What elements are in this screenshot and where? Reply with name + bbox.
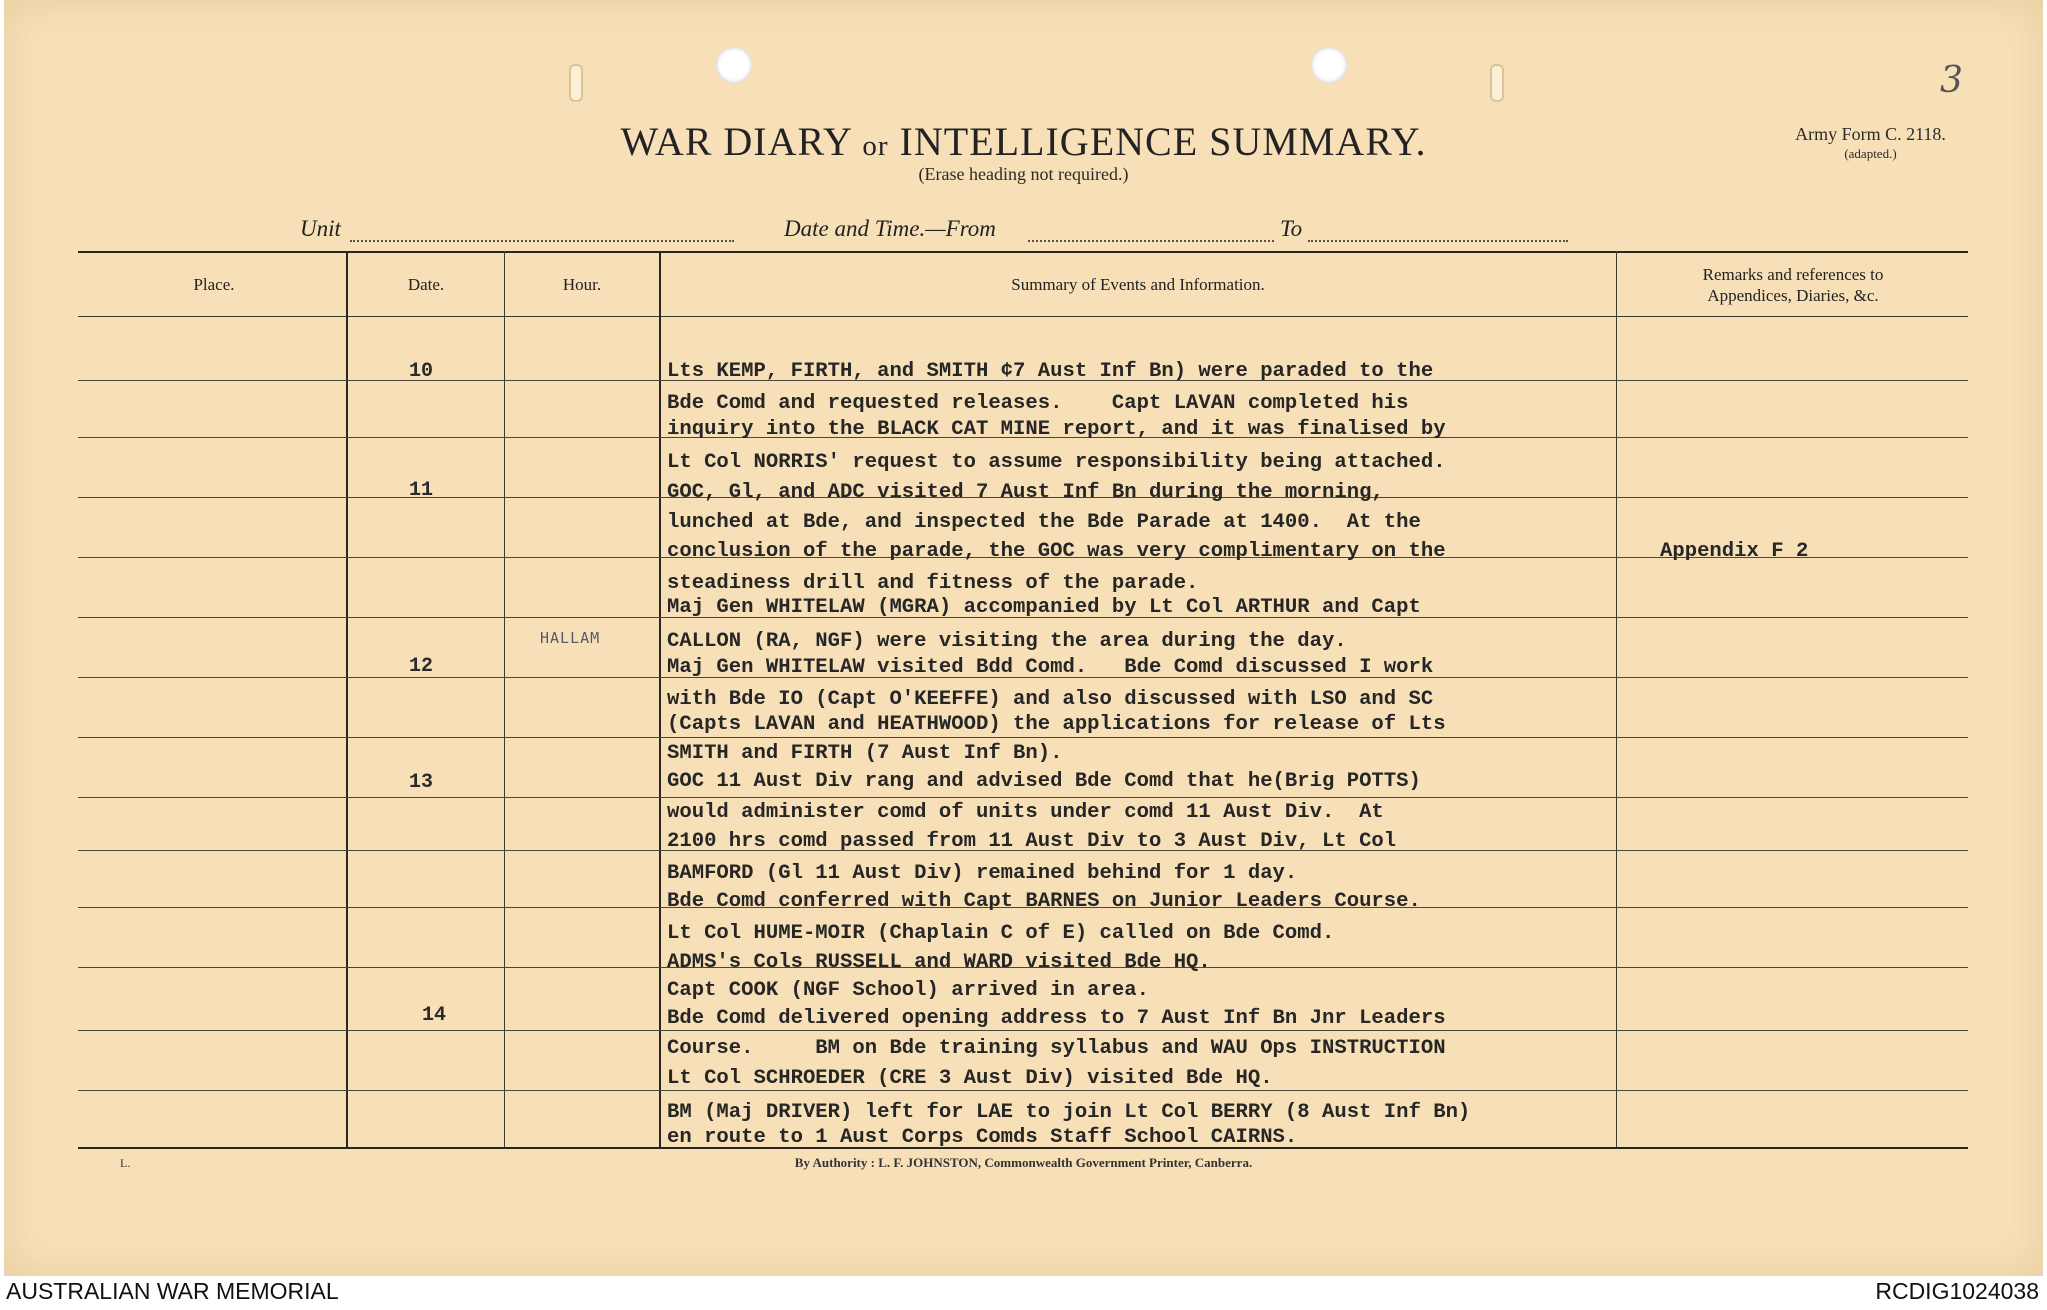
army-form-number: Army Form C. 2118. xyxy=(1795,124,1946,144)
date-entry: 12 xyxy=(409,655,434,678)
ruled-line xyxy=(78,737,1968,738)
column-header-date: Date. xyxy=(407,275,445,294)
entry-line: with Bde IO (Capt O'KEEFFE) and also discussed with LSO and SC xyxy=(667,688,1434,711)
entry-line: GOC, Gl, and ADC visited 7 Aust Inf Bn during the morning, xyxy=(667,481,1384,504)
printer-authority: By Authority : L. F. JOHNSTON, Commonwealth Government Printer, Canberra. xyxy=(794,1155,1253,1170)
entry-line: Maj Gen WHITELAW (MGRA) accompanied by Lt Col ARTHUR and Capt xyxy=(667,596,1421,619)
title-war-diary: WAR DIARY xyxy=(620,119,852,164)
title-or: or xyxy=(862,130,889,162)
entry-line: CALLON (RA, NGF) were visiting the area during the day. xyxy=(667,630,1347,653)
date-time-from-label: Date and Time.—From xyxy=(784,216,996,241)
diary-sheet xyxy=(4,0,2043,1276)
entry-line: (Capts LAVAN and HEATHWOOD) the applications for release of Lts xyxy=(667,713,1446,736)
remarks-header-line-1: Remarks and references to xyxy=(1702,265,1884,284)
form-title xyxy=(4,118,2043,165)
entry-line: BAMFORD (Gl 11 Aust Div) remained behind for 1 day. xyxy=(667,862,1298,885)
column-divider xyxy=(346,251,348,1147)
date-entry: 10 xyxy=(409,360,434,383)
entry-line: inquiry into the BLACK CAT MINE report, and it was finalised by xyxy=(667,418,1446,441)
unit-dotted-line xyxy=(350,240,734,242)
footer-left-mark: L. xyxy=(120,1156,131,1170)
header-bottom-rule xyxy=(78,316,1968,317)
form-subtitle: (Erase heading not required.) xyxy=(918,164,1129,184)
entry-line: 2100 hrs comd passed from 11 Aust Div to 3 Aust Div, Lt Col xyxy=(667,830,1397,853)
punch-hole xyxy=(1311,47,1347,83)
remarks-header-line-2: Appendices, Diaries, &c. xyxy=(1707,286,1879,305)
ruled-line xyxy=(78,1090,1968,1091)
column-divider xyxy=(1616,251,1617,1147)
entry-line: Course. BM on Bde training syllabus and WAU Ops INSTRUCTION xyxy=(667,1037,1446,1060)
entry-line: lunched at Bde, and inspected the Bde Parade at 1400. At the xyxy=(667,511,1421,534)
archive-caption-left: AUSTRALIAN WAR MEMORIAL xyxy=(6,1278,339,1304)
entry-line: BM (Maj DRIVER) left for LAE to join Lt Col BERRY (8 Aust Inf Bn) xyxy=(667,1101,1471,1124)
entry-line: Bde Comd and requested releases. Capt LAVAN completed his xyxy=(667,392,1409,415)
army-form-adapted: (adapted.) xyxy=(1844,146,1897,161)
entry-line: GOC 11 Aust Div rang and advised Bde Comd that he(Brig POTTS) xyxy=(667,770,1421,793)
entry-line: SMITH and FIRTH (7 Aust Inf Bn). xyxy=(667,742,1063,765)
column-header-summary: Summary of Events and Information. xyxy=(1011,275,1265,294)
unit-label: Unit xyxy=(300,216,341,241)
title-intelligence-summary: INTELLIGENCE SUMMARY. xyxy=(899,119,1427,164)
entry-line: Lt Col SCHROEDER (CRE 3 Aust Div) visited Bde HQ. xyxy=(667,1067,1273,1090)
handwritten-hour-note: HALLAM xyxy=(540,629,601,647)
entry-line: Bde Comd conferred with Capt BARNES on Junior Leaders Course. xyxy=(667,890,1421,913)
to-dotted-line xyxy=(1308,240,1568,242)
date-entry: 11 xyxy=(409,479,434,502)
page-number: 3 xyxy=(1940,60,1963,101)
ruled-line xyxy=(78,797,1968,798)
column-header-remarks xyxy=(1620,264,1966,306)
entry-line: conclusion of the parade, the GOC was very complimentary on the xyxy=(667,540,1446,563)
entry-line: Lts KEMP, FIRTH, and SMITH ¢7 Aust Inf Bn) were paraded to the xyxy=(667,360,1434,383)
date-from-dotted-line xyxy=(1028,240,1274,242)
column-header-hour: Hour. xyxy=(562,275,602,294)
date-entry: 13 xyxy=(409,771,434,794)
table-top-rule xyxy=(78,251,1968,253)
remark-appendix: Appendix F 2 xyxy=(1660,540,1809,563)
entry-line: ADMS's Cols RUSSELL and WARD visited Bde HQ. xyxy=(667,951,1211,974)
entry-line: en route to 1 Aust Corps Comds Staff School CAIRNS. xyxy=(667,1126,1298,1149)
staple-mark xyxy=(1490,64,1504,102)
army-form-label xyxy=(1768,124,1973,164)
column-header-place: Place. xyxy=(193,275,235,294)
entry-line: Lt Col HUME-MOIR (Chaplain C of E) called on Bde Comd. xyxy=(667,922,1335,945)
entry-line: steadiness drill and fitness of the parade. xyxy=(667,572,1199,595)
column-divider xyxy=(504,251,505,1147)
entry-line: Bde Comd delivered opening address to 7 Aust Inf Bn Jnr Leaders xyxy=(667,1007,1446,1030)
entry-line: would administer comd of units under comd 11 Aust Div. At xyxy=(667,801,1384,824)
column-divider xyxy=(659,251,661,1147)
date-entry: 14 xyxy=(422,1004,447,1027)
ruled-line xyxy=(78,1030,1968,1031)
entry-line: Lt Col NORRIS' request to assume responsibility being attached. xyxy=(667,451,1446,474)
entry-line: Capt COOK (NGF School) arrived in area. xyxy=(667,979,1149,1002)
to-label: To xyxy=(1280,216,1303,241)
punch-hole xyxy=(716,47,752,83)
staple-mark xyxy=(569,64,583,102)
entry-line: Maj Gen WHITELAW visited Bdd Comd. Bde Comd discussed I work xyxy=(667,656,1434,679)
archive-caption-right: RCDIG1024038 xyxy=(1875,1278,2039,1304)
